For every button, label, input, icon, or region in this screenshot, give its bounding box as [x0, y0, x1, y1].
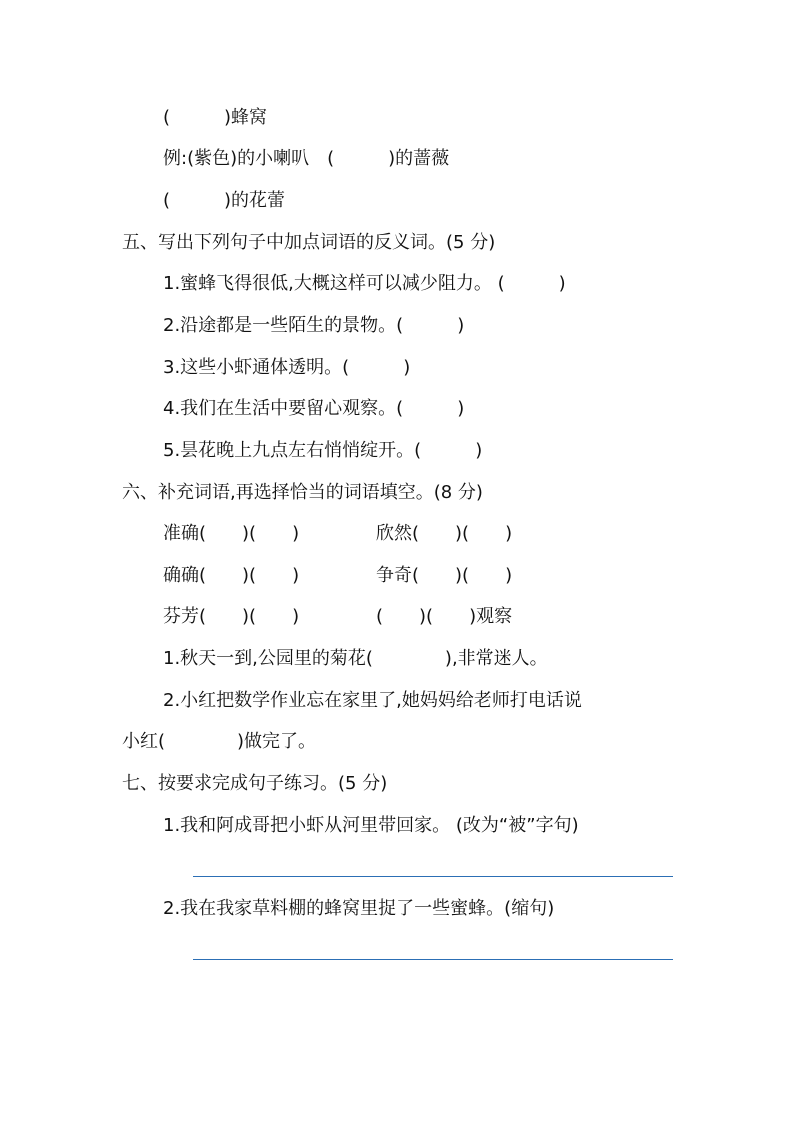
q6-word-xinran: 欣然( )( )	[376, 523, 513, 544]
q5-item-4: 4.我们在生活中要留心观察。( )	[163, 398, 465, 419]
q6-word-zhunque: 准确( )( )	[163, 523, 300, 544]
q6-word-quequ: 确确( )( )	[163, 565, 300, 586]
q5-item-5: 5.昙花晚上九点左右悄悄绽开。( )	[163, 440, 483, 461]
q6-sentence-1: 1.秋天一到,公园里的菊花( ),非常迷人。	[163, 648, 548, 669]
q7-answer-line-2[interactable]	[193, 959, 673, 960]
q6-word-zhengqi: 争奇( )( )	[376, 565, 513, 586]
q4-item-bud: ( )的花蕾	[163, 190, 286, 211]
q6-sentence-2-line-2: 小红( )做完了。	[122, 731, 317, 752]
q7-answer-line-1[interactable]	[193, 876, 673, 877]
q7-item-2: 2.我在我家草料棚的蜂窝里捉了一些蜜蜂。(缩句)	[163, 898, 555, 919]
q5-item-2: 2.沿途都是一些陌生的景物。( )	[163, 315, 465, 336]
q6-word-guancha: ( )( )观察	[376, 606, 513, 627]
q5-heading: 五、写出下列句子中加点词语的反义词。(5 分)	[122, 232, 496, 253]
q6-sentence-2-line-1: 2.小红把数学作业忘在家里了,她妈妈给老师打电话说	[163, 690, 582, 711]
q7-item-1: 1.我和阿成哥把小虾从河里带回家。 (改为“被”字句)	[163, 815, 579, 836]
q6-heading: 六、补充词语,再选择恰当的词语填空。(8 分)	[122, 482, 483, 503]
q4-item-hive: ( )蜂窝	[163, 107, 268, 128]
q6-word-fenfang: 芬芳( )( )	[163, 606, 300, 627]
q5-item-3: 3.这些小虾通体透明。( )	[163, 357, 411, 378]
q7-heading: 七、按要求完成句子练习。(5 分)	[122, 773, 388, 794]
q4-example: 例:(紫色)的小喇叭 ( )的蔷薇	[163, 148, 450, 169]
q5-item-1: 1.蜜蜂飞得很低,大概这样可以减少阻力。 ( )	[163, 273, 566, 294]
